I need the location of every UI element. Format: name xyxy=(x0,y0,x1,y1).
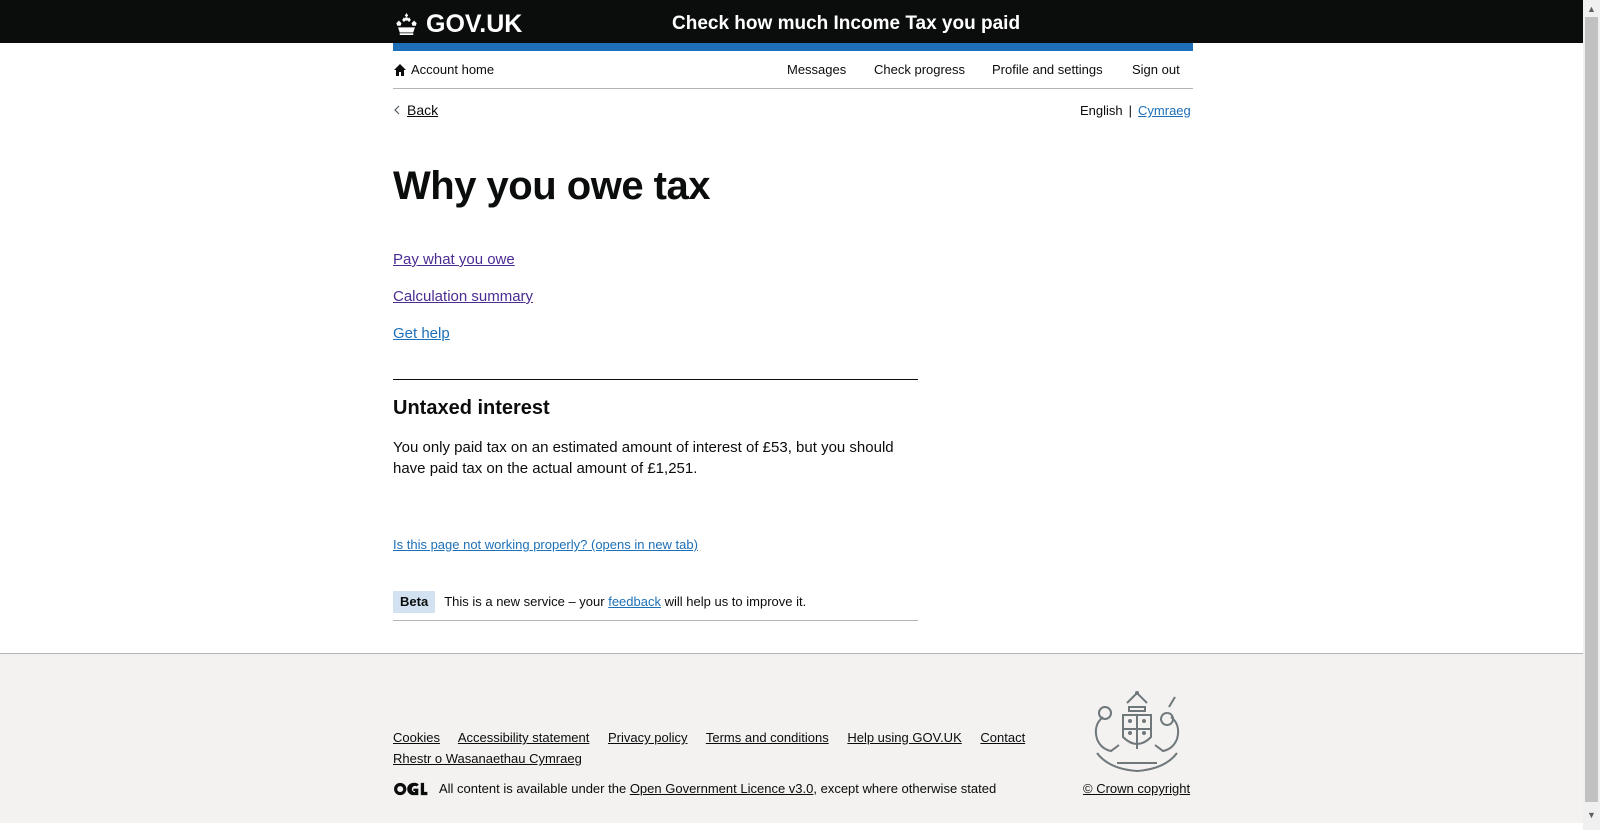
licence-after: , except where otherwise stated xyxy=(813,781,997,796)
chevron-left-icon xyxy=(393,105,401,115)
scroll-thumb[interactable] xyxy=(1585,17,1598,802)
phase-text xyxy=(444,591,806,613)
header-blue-bar xyxy=(393,43,1193,51)
back-link[interactable]: Back xyxy=(407,102,439,118)
footer-link-privacy[interactable]: Privacy policy xyxy=(608,730,688,745)
footer-link-accessibility[interactable]: Accessibility statement xyxy=(457,730,590,745)
crown-icon xyxy=(393,11,420,37)
pay-what-you-owe-link[interactable]: Pay what you owe xyxy=(393,251,515,268)
scroll-down-arrow-icon[interactable]: ▼ xyxy=(1587,809,1596,820)
account-navigation xyxy=(393,51,1193,89)
scroll-up-arrow-icon[interactable]: ▲ xyxy=(1587,3,1596,14)
section-divider xyxy=(393,379,918,380)
feedback-link[interactable]: feedback xyxy=(608,594,661,609)
footer-link-help[interactable]: Help using GOV.UK xyxy=(847,730,962,745)
nav-sign-out-link[interactable]: Sign out xyxy=(1132,62,1180,77)
govuk-header xyxy=(0,0,1583,43)
back-link-container xyxy=(393,102,438,118)
page-scrollbar[interactable] xyxy=(1583,0,1600,830)
crown-copyright-link[interactable]: © Crown copyright xyxy=(1083,781,1191,796)
footer-link-cookies[interactable]: Cookies xyxy=(393,730,440,745)
footer xyxy=(0,653,1583,823)
section-heading: Untaxed interest xyxy=(393,397,550,419)
language-separator: | xyxy=(1128,103,1133,118)
account-home-link[interactable] xyxy=(393,62,494,77)
footer-links xyxy=(393,727,1043,769)
ogl-logo-icon xyxy=(393,782,428,796)
account-home-label: Account home xyxy=(411,62,495,77)
get-help-link[interactable]: Get help xyxy=(393,325,450,342)
nav-messages-link[interactable]: Messages xyxy=(787,62,847,77)
footer-link-contact[interactable]: Contact xyxy=(980,730,1026,745)
phase-text-after: will help us to improve it. xyxy=(664,594,807,609)
page-title: Why you owe tax xyxy=(393,164,710,208)
footer-link-welsh-services[interactable]: Rhestr o Wasanaethau Cymraeg xyxy=(393,751,582,766)
logo-text: GOV.UK xyxy=(426,9,523,38)
language-cymraeg-link[interactable]: Cymraeg xyxy=(1138,103,1191,118)
phase-banner xyxy=(393,591,918,621)
calculation-summary-link[interactable]: Calculation summary xyxy=(393,288,534,305)
section-body: You only paid tax on an estimated amount of interest of £53, but you should have paid tax on the actual amount of £1,251. xyxy=(393,439,894,477)
licence-before: All content is available under the xyxy=(439,781,627,796)
home-icon xyxy=(393,63,407,77)
govuk-logo-link[interactable] xyxy=(393,9,522,39)
nav-profile-settings-link[interactable]: Profile and settings xyxy=(992,62,1103,77)
phase-tag: Beta xyxy=(393,591,435,613)
service-name-link[interactable]: Check how much Income Tax you paid xyxy=(672,13,1021,34)
phase-text-before: This is a new service – your xyxy=(444,594,605,609)
language-toggle xyxy=(1080,103,1191,118)
language-current: English xyxy=(1080,103,1123,118)
nav-check-progress-link[interactable]: Check progress xyxy=(874,62,966,77)
licence-statement xyxy=(393,781,996,796)
footer-link-terms[interactable]: Terms and conditions xyxy=(705,730,829,745)
report-problem-link[interactable]: Is this page not working properly? (opens in new tab) xyxy=(393,537,698,552)
open-government-licence-link[interactable]: Open Government Licence v3.0 xyxy=(629,781,814,796)
royal-coat-of-arms-icon xyxy=(1083,687,1191,777)
